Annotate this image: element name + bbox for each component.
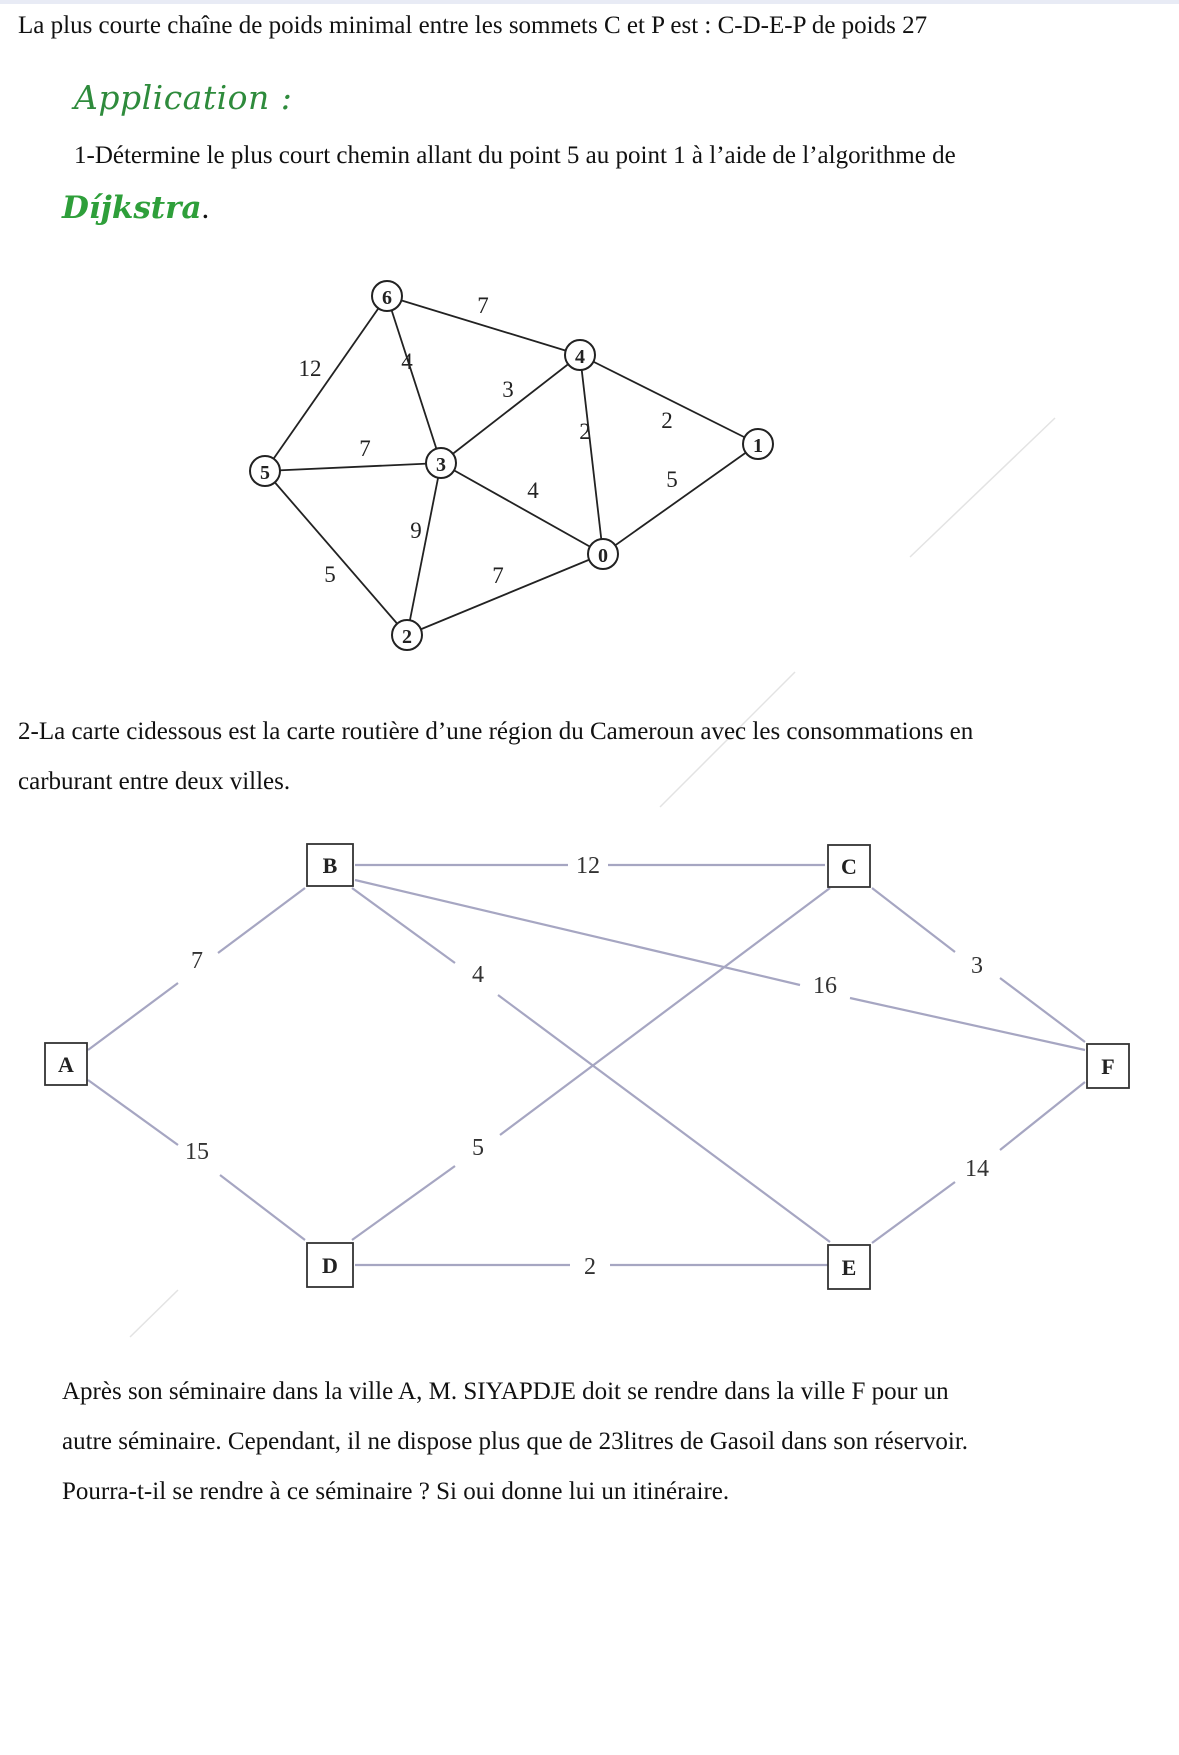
application-title: Application : [74,78,293,117]
svg-text:4: 4 [575,346,585,368]
node-4 [565,340,595,370]
intro-line: La plus courte chaîne de poids minimal entre les sommets C et P est : C-D-E-P de poids 27 [18,12,928,39]
svg-text:D: D [322,1253,338,1278]
weight-2-0: 7 [492,563,504,588]
graph2-nodes [45,844,1129,1289]
node-2 [392,620,422,650]
city-a [45,1043,87,1085]
edge-2-0 [407,554,603,635]
edge-b-e-part2 [498,995,830,1242]
graph1-nodes [250,281,773,650]
weight-4-3: 3 [502,377,514,402]
question-1-text: 1-Détermine le plus court chemin allant du point 5 au point 1 à l’aide de l’algorithme de [74,142,956,169]
graph2-weights [185,853,989,1280]
node-1 [743,429,773,459]
city-c [828,845,870,887]
weight-d-e: 2 [584,1254,596,1280]
edge-3-0 [441,463,603,554]
edge-a-b-part2 [218,888,305,953]
edge-d-c-part1 [352,1166,455,1240]
weight-a-d: 15 [185,1139,209,1165]
weight-6-5: 12 [298,356,322,381]
edge-5-3 [265,463,441,471]
edge-e-f-part2 [1000,1082,1085,1150]
dijkstra-label [62,190,209,226]
city-d [307,1243,353,1287]
weight-b-e: 4 [472,962,484,988]
problem-line-2: autre séminaire. Cependant, il ne dispose plus que de 23litres de Gasoil dans son réservoir. [62,1428,969,1455]
weight-0-1: 5 [666,467,678,492]
node-6 [372,281,402,311]
weight-e-f: 14 [965,1156,989,1182]
svg-text:5: 5 [260,462,270,484]
algorithm-name: Díjkstra [62,190,202,226]
edge-4-0 [580,355,603,554]
edge-c-f-part2 [1000,978,1085,1042]
question-2-line-1: 2-La carte cidessous est la carte routière d’une région du Cameroun avec les consommations en [18,718,974,745]
weight-b-f: 16 [813,973,837,999]
node-5 [250,456,280,486]
svg-text:C: C [841,854,857,879]
city-f [1087,1044,1129,1088]
edge-4-3 [441,355,580,463]
edge-c-f-part1 [872,888,955,952]
weight-a-b: 7 [191,948,203,974]
edge-a-d-part1 [88,1080,178,1145]
edge-a-d-part2 [220,1175,305,1240]
svg-text:6: 6 [382,287,392,309]
svg-text:2: 2 [402,626,412,648]
edge-5-2 [265,471,407,635]
svg-text:E: E [841,1255,857,1280]
svg-text:1: 1 [753,435,763,457]
question-2-line-2: carburant entre deux villes. [18,768,291,795]
weight-5-2: 5 [324,562,336,587]
problem-line-1: Après son séminaire dans la ville A, M. SIYAPDJE doit se rendre dans la ville F pour un [62,1378,949,1405]
edge-e-f-part1 [872,1182,955,1243]
graph2-edges [88,865,1085,1265]
edge-a-b-part1 [88,983,178,1050]
svg-text:0: 0 [598,545,608,567]
svg-text:3: 3 [436,454,446,476]
period: . [201,190,210,225]
svg-text:F: F [1101,1054,1115,1079]
road-map-graph [30,830,1150,1300]
weight-4-0: 2 [579,419,591,444]
node-0 [588,539,618,569]
graph1-edges [265,296,758,635]
problem-line-3: Pourra-t-il se rendre à ce séminaire ? Si oui donne lui un itinéraire. [62,1478,730,1505]
svg-text:A: A [58,1052,74,1077]
svg-text:B: B [322,853,338,878]
node-3 [426,448,456,478]
edge-b-f-part2 [850,998,1085,1050]
dijkstra-graph [240,268,800,678]
graph1-weights [299,293,678,588]
weight-3-2: 9 [410,518,422,543]
weight-6-4: 7 [477,293,489,318]
weight-b-c: 12 [576,853,600,879]
weight-5-3: 7 [359,436,371,461]
weight-4-1: 2 [661,408,673,433]
city-b [307,844,353,886]
weight-3-0: 4 [527,478,539,503]
edge-b-f-part1 [355,880,800,985]
weight-6-3: 4 [401,349,413,374]
weight-d-c: 5 [472,1135,484,1161]
edge-3-2 [407,463,441,635]
edge-6-3 [387,296,441,463]
edge-0-1 [603,444,758,554]
weight-c-f: 3 [971,953,983,979]
city-e [828,1245,870,1289]
